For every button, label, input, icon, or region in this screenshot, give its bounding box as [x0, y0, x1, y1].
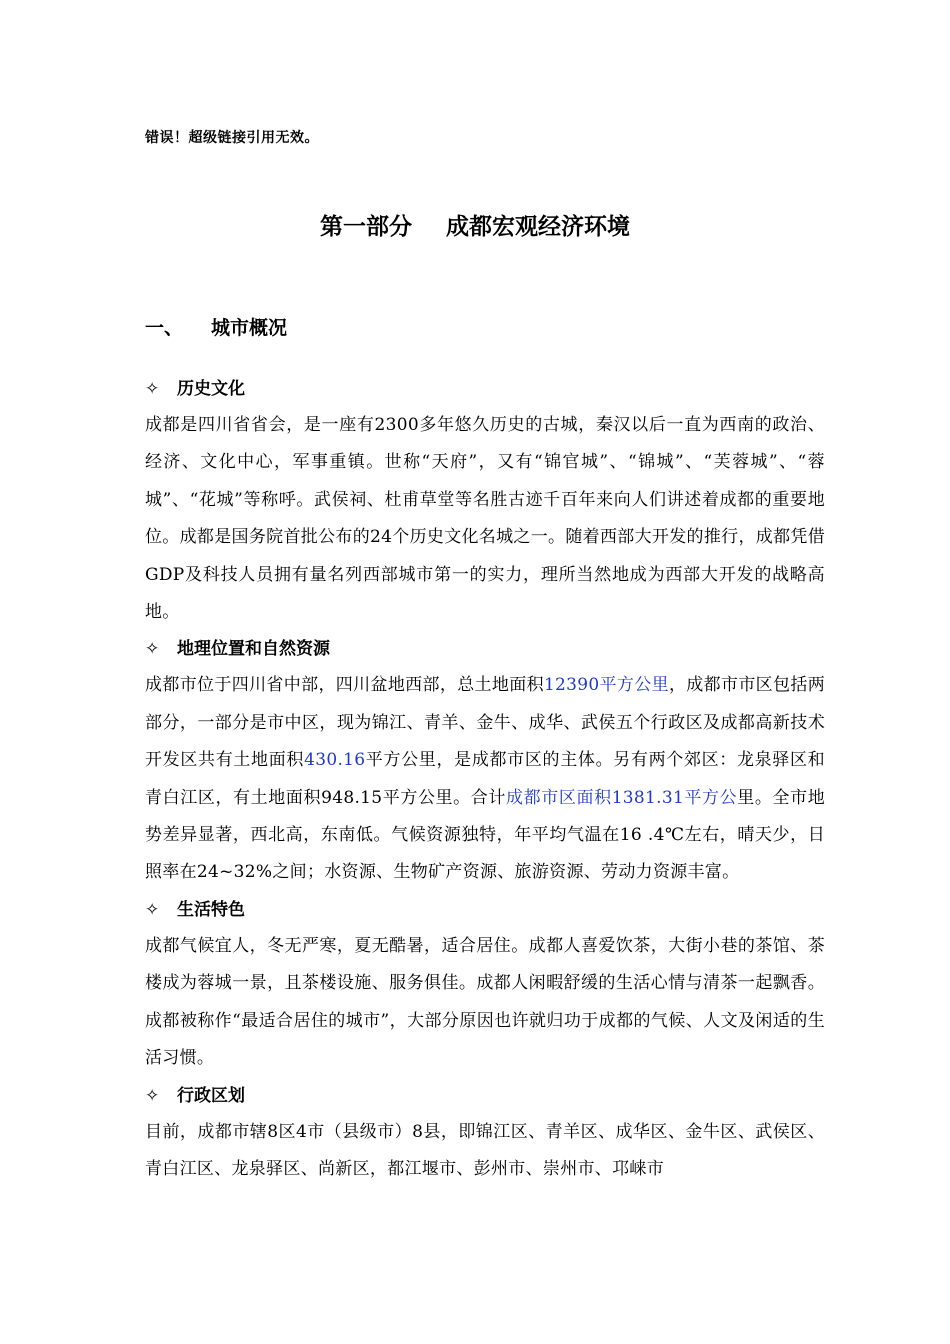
- diamond-bullet-icon: ✧: [145, 639, 160, 660]
- section-heading-lifestyle: [145, 892, 825, 928]
- error-message: 错误！超级链接引用无效。: [145, 130, 319, 146]
- chapter-number: 一、: [145, 317, 184, 339]
- section-title: 地理位置和自然资源: [177, 639, 330, 660]
- diamond-bullet-icon: ✧: [145, 1085, 160, 1106]
- paragraph-history: 成都是四川省省会，是一座有2300多年悠久历史的古城，秦汉以后一直为西南的政治、经济、文化中心，军事重镇。世称“天府”，又有“锦官城”、“锦城”、“芙蓉城”、“蓉城”、“花城”等称呼。武侯祠、杜甫草堂等名胜古迹千百年来向人们讲述着成都的重要地位。成都是国务院首批公布的24个历史文化名城之一。随着西部大开发的推行，成都凭借GDP及科技人员拥有量名列西部城市第一的实力，理所当然地成为西部大开发的战略高地。: [145, 415, 825, 623]
- section-title: 历史文化: [177, 379, 245, 399]
- section-heading-administration: [145, 1078, 825, 1114]
- paragraph-geography: [145, 667, 825, 891]
- text-run: 成都市位于四川省中部，四川盆地西部，总土地面积: [145, 675, 544, 696]
- part-number: 第一部分: [320, 214, 412, 240]
- document-body: [145, 371, 825, 1188]
- diamond-bullet-icon: ✧: [145, 379, 160, 399]
- hyperlink-city-area[interactable]: 成都市区面积1381.31平方公: [506, 787, 738, 808]
- section-title: 生活特色: [177, 899, 245, 920]
- text-run: 里。全市地势差异显著，西北高，东南低。气候资源独特，年平均气温在16 .4℃左右，晴天少，日照率在24~32%之间；水资源、生物矿产资源、旅游资源、劳动力资源丰富。: [145, 787, 825, 883]
- chapter-heading: [145, 313, 287, 340]
- hyperlink-core-area[interactable]: 430.16: [304, 750, 366, 771]
- text-run: 平方公里，是成都市区的主体。另有两个郊区：龙泉驿区和青白江区，有土地面积948.15平方公里。合计: [145, 750, 825, 808]
- paragraph-administration: 目前，成都市辖8区4市（县级市）8县，即锦江区、青羊区、成华区、金牛区、武侯区、青白江区、龙泉驿区、尚新区，都江堰市、彭州市、崇州市、邛崃市: [145, 1121, 825, 1179]
- section-title: 行政区划: [177, 1085, 245, 1106]
- text-run: ，成都市市区包括两部分，一部分是市中区，现为锦江、青羊、金牛、成华、武侯五个行政区及成都高新技术开发区共有土地面积: [145, 675, 826, 771]
- section-heading-history: [145, 371, 825, 407]
- section-heading-geography: [145, 631, 825, 667]
- paragraph-lifestyle: 成都气候宜人，冬无严寒，夏无酷暑，适合居住。成都人喜爱饮茶，大街小巷的茶馆、茶楼成为蓉城一景，且茶楼设施、服务俱佳。成都人闲暇舒缓的生活心情与清茶一起飘香。成都被称作“最适合居住的城市”，大部分原因也许就归功于成都的气候、人文及闲适的生活习惯。: [145, 935, 825, 1069]
- part-title-text: 成都宏观经济环境: [446, 214, 630, 240]
- hyperlink-total-area[interactable]: 12390平方公里: [543, 675, 669, 696]
- part-title: [0, 208, 950, 241]
- chapter-title-text: 城市概况: [211, 317, 288, 339]
- diamond-bullet-icon: ✧: [145, 899, 160, 920]
